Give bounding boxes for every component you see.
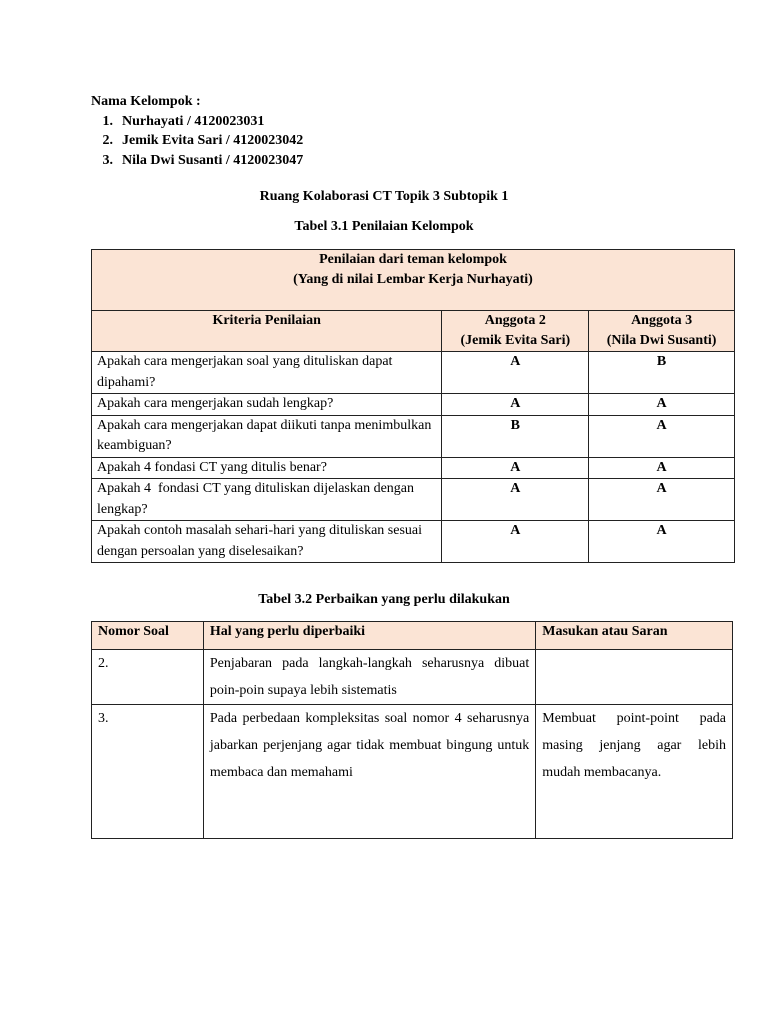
table2-header-row <box>92 622 733 650</box>
document-title: Ruang Kolaborasi CT Topik 3 Subtopik 1 <box>259 189 509 204</box>
member-number: 2. <box>102 133 113 148</box>
member2-grade: A <box>442 352 589 394</box>
member2-grade: A <box>442 457 589 479</box>
table1-header-cell <box>92 250 735 311</box>
group-label: Nama Kelompok : <box>91 94 201 109</box>
suggestion-cell: Membuat point-point pada masing jenjang agar lebih mudah membacanya. <box>536 705 733 839</box>
col-fix-header: Hal yang perlu diperbaiki <box>203 622 535 650</box>
col-suggestion-header: Masukan atau Saran <box>536 622 733 650</box>
criteria-cell: Apakah 4 fondasi CT yang ditulis benar? <box>92 457 442 479</box>
col-member3-line2: (Nila Dwi Susanti) <box>606 333 717 348</box>
criteria-cell: Apakah cara mengerjakan sudah lengkap? <box>92 394 442 416</box>
member2-grade: A <box>442 521 589 563</box>
member3-grade: A <box>589 457 735 479</box>
table-row <box>92 415 735 457</box>
fix-cell: Pada perbedaan kompleksitas soal nomor 4 seharusnya jabarkan perjenjang agar tidak membuat bingung untuk membaca dan memahami <box>203 705 535 839</box>
criteria-cell: Apakah contoh masalah sehari-hari yang dituliskan sesuai dengan persoalan yang diselesaikan? <box>92 521 442 563</box>
col-member2-line1: Anggota 2 <box>484 313 546 328</box>
table-row <box>92 479 735 521</box>
table1-column-header-row <box>92 311 735 352</box>
table1-caption: Tabel 3.1 Penilaian Kelompok <box>294 219 474 234</box>
member-item <box>91 131 303 151</box>
member2-grade: A <box>442 479 589 521</box>
member2-grade: A <box>442 394 589 416</box>
col-member3-header <box>589 311 735 352</box>
fix-cell: Penjabaran pada langkah-langkah seharusnya dibuat poin-poin supaya lebih sistematis <box>203 650 535 705</box>
table-row <box>92 705 733 839</box>
member3-grade: A <box>589 521 735 563</box>
member-item <box>91 151 303 171</box>
table1-header-row <box>92 250 735 311</box>
member3-grade: A <box>589 394 735 416</box>
member2-grade: B <box>442 415 589 457</box>
criteria-cell: Apakah 4 fondasi CT yang dituliskan dijelaskan dengan lengkap? <box>92 479 442 521</box>
col-member2-header <box>442 311 589 352</box>
col-member2-line2: (Jemik Evita Sari) <box>460 333 571 348</box>
member3-grade: B <box>589 352 735 394</box>
table2-caption: Tabel 3.2 Perbaikan yang perlu dilakukan <box>258 592 510 607</box>
criteria-cell: Apakah cara mengerjakan soal yang dituliskan dapat dipahami? <box>92 352 442 394</box>
group-info <box>91 92 303 170</box>
member-text: Jemik Evita Sari / 4120023042 <box>122 133 304 148</box>
col-criteria-header: Kriteria Penilaian <box>92 311 442 352</box>
question-number: 2. <box>92 650 204 705</box>
table-row <box>92 521 735 563</box>
member-number: 1. <box>102 113 113 129</box>
table-row <box>92 394 735 416</box>
suggestion-cell <box>536 650 733 705</box>
assessment-table <box>91 249 735 563</box>
member-text: Nila Dwi Susanti / 4120023047 <box>122 152 304 168</box>
question-number: 3. <box>92 705 204 839</box>
criteria-cell: Apakah cara mengerjakan dapat diikuti tanpa menimbulkan keambiguan? <box>92 415 442 457</box>
member-list <box>91 112 303 171</box>
table-row <box>92 352 735 394</box>
member3-grade: A <box>589 479 735 521</box>
member-text: Nurhayati / 4120023031 <box>122 113 265 129</box>
member-item <box>91 112 303 132</box>
table-row <box>92 457 735 479</box>
member3-grade: A <box>589 415 735 457</box>
col-number-header: Nomor Soal <box>92 622 204 650</box>
member-number: 3. <box>102 152 113 168</box>
table-row <box>92 650 733 705</box>
table1-header-line1: Penilaian dari teman kelompok <box>319 252 507 267</box>
col-member3-line1: Anggota 3 <box>631 313 693 328</box>
improvement-table <box>91 621 733 839</box>
table1-header-line2: (Yang di nilai Lembar Kerja Nurhayati) <box>293 272 533 287</box>
